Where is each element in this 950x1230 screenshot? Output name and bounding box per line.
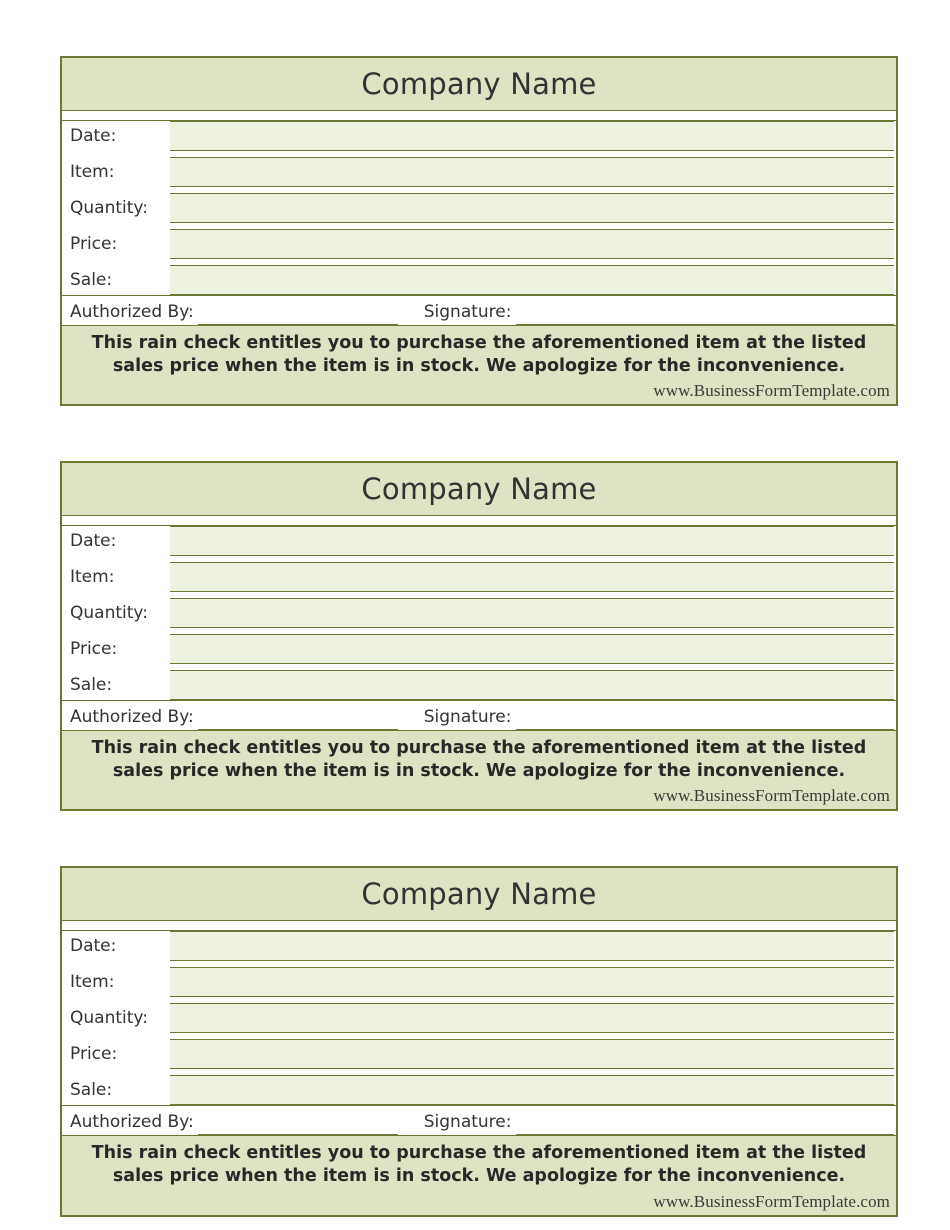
footer-bar	[62, 1191, 896, 1215]
field-input-price[interactable]	[170, 634, 894, 664]
field-row-price	[62, 1039, 896, 1069]
authorized-by-label: Authorized By:	[70, 707, 194, 728]
field-input-sale[interactable]	[170, 1075, 894, 1105]
field-label-date: Date:	[62, 526, 170, 556]
field-label-item: Item:	[62, 562, 170, 592]
field-input-sale[interactable]	[170, 265, 894, 295]
field-row-quantity	[62, 193, 896, 223]
field-list	[62, 526, 896, 700]
field-row-item	[62, 562, 896, 592]
field-row-quantity	[62, 1003, 896, 1033]
footer-bar	[62, 380, 896, 404]
signature-label: Signature:	[423, 1112, 512, 1133]
field-input-item[interactable]	[170, 967, 894, 997]
disclaimer-line-1: This rain check entitles you to purchase the aforementioned item at the listed	[91, 1143, 867, 1164]
field-input-item[interactable]	[170, 562, 894, 592]
field-label-quantity: Quantity:	[62, 1003, 170, 1033]
voucher-header	[62, 58, 896, 111]
footer-url-text: www.BusinessFormTemplate.com	[653, 786, 890, 806]
field-label-price: Price:	[62, 634, 170, 664]
disclaimer-line-1: This rain check entitles you to purchase the aforementioned item at the listed	[91, 738, 867, 759]
field-input-price[interactable]	[170, 229, 894, 259]
signature-label: Signature:	[423, 302, 512, 322]
signature-label: Signature:	[423, 707, 512, 728]
field-label-quantity: Quantity:	[62, 193, 170, 223]
field-row-quantity	[62, 598, 896, 628]
field-label-quantity: Quantity:	[62, 598, 170, 628]
voucher-header	[62, 463, 896, 516]
field-row-price	[62, 634, 896, 664]
field-input-date[interactable]	[170, 121, 894, 151]
field-row-sale	[62, 1075, 896, 1105]
disclaimer-block	[62, 325, 896, 380]
disclaimer-line-2: sales price when the item is in stock. We apologize for the inconvenience.	[112, 1166, 846, 1187]
field-label-price: Price:	[62, 1039, 170, 1069]
footer-url-text: www.BusinessFormTemplate.com	[653, 381, 890, 401]
company-name-title: Company Name	[361, 876, 597, 911]
field-input-price[interactable]	[170, 1039, 894, 1069]
field-label-date: Date:	[62, 121, 170, 151]
authorization-row	[62, 700, 896, 730]
disclaimer-block	[62, 730, 896, 785]
rain-check-voucher	[60, 461, 898, 811]
field-row-price	[62, 229, 896, 259]
authorized-by-input[interactable]	[198, 703, 398, 730]
signature-input[interactable]	[516, 298, 895, 325]
field-label-sale: Sale:	[62, 265, 170, 295]
authorized-by-input[interactable]	[198, 1108, 398, 1135]
footer-url-text: www.BusinessFormTemplate.com	[653, 1191, 890, 1211]
field-label-price: Price:	[62, 229, 170, 259]
field-row-date	[62, 526, 896, 556]
field-label-sale: Sale:	[62, 1075, 170, 1105]
authorization-row	[62, 1105, 896, 1135]
voucher-header	[62, 868, 896, 921]
header-separator	[62, 921, 896, 931]
authorized-by-label: Authorized By:	[70, 302, 194, 322]
signature-input[interactable]	[516, 703, 895, 730]
field-row-item	[62, 967, 896, 997]
disclaimer-line-1: This rain check entitles you to purchase the aforementioned item at the listed	[91, 333, 867, 353]
field-input-date[interactable]	[170, 931, 894, 961]
field-row-sale	[62, 670, 896, 700]
field-label-item: Item:	[62, 967, 170, 997]
header-separator	[62, 111, 896, 121]
disclaimer-line-2: sales price when the item is in stock. We apologize for the inconvenience.	[112, 356, 846, 377]
disclaimer-block	[62, 1135, 896, 1190]
company-name-title: Company Name	[361, 471, 597, 506]
field-label-date: Date:	[62, 931, 170, 961]
disclaimer-line-2: sales price when the item is in stock. We apologize for the inconvenience.	[112, 761, 846, 782]
field-row-sale	[62, 265, 896, 295]
authorized-by-input[interactable]	[198, 298, 398, 325]
field-row-item	[62, 157, 896, 187]
company-name-title: Company Name	[361, 66, 597, 101]
rain-check-voucher	[60, 56, 898, 406]
voucher-stack	[60, 56, 898, 1217]
field-list	[62, 121, 896, 295]
field-row-date	[62, 931, 896, 961]
field-input-quantity[interactable]	[170, 1003, 894, 1033]
field-row-date	[62, 121, 896, 151]
field-input-date[interactable]	[170, 526, 894, 556]
field-label-sale: Sale:	[62, 670, 170, 700]
header-separator	[62, 516, 896, 526]
rain-check-voucher	[60, 866, 898, 1216]
authorization-row	[62, 295, 896, 325]
field-input-item[interactable]	[170, 157, 894, 187]
authorized-by-label: Authorized By:	[70, 1112, 194, 1133]
field-list	[62, 931, 896, 1105]
field-input-sale[interactable]	[170, 670, 894, 700]
field-input-quantity[interactable]	[170, 193, 894, 223]
field-input-quantity[interactable]	[170, 598, 894, 628]
signature-input[interactable]	[516, 1108, 895, 1135]
field-label-item: Item:	[62, 157, 170, 187]
footer-bar	[62, 785, 896, 809]
